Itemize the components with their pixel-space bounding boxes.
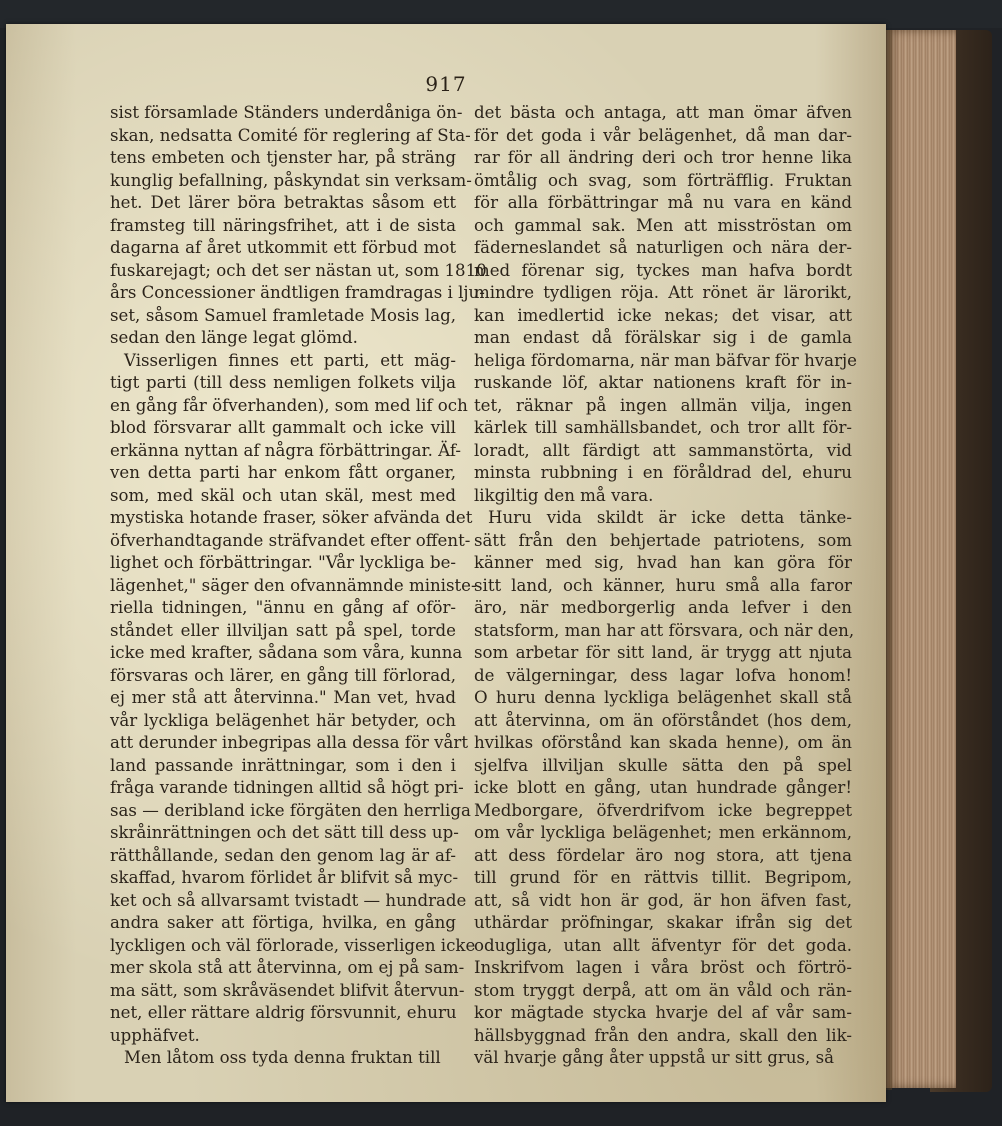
- text-line: het. Det lärer böra betraktas såsom ett: [110, 193, 456, 212]
- text-line: ket och så allvarsamt tvistadt — hundrade: [110, 890, 467, 910]
- text-line: andra saker att förtiga, hvilka, en gång: [110, 913, 456, 932]
- text-line: tigt parti (till dess nemligen folkets vilja: [110, 373, 456, 392]
- text-line: blod försvarar allt gammalt och icke vill: [110, 418, 456, 437]
- text-line: Huru vida skildt är icke detta tänke-: [488, 508, 852, 527]
- text-line: skan, nedsatta Comité för reglering af Sta-: [110, 125, 471, 145]
- text-line: ömtålig och svag, som förträfflig. Fruktan: [474, 170, 852, 190]
- text-line: odugliga, utan allt äfventyr för det goda.: [474, 935, 852, 955]
- text-line: hällsbyggnad från den andra, skall den lik-: [474, 1025, 852, 1045]
- text-line: att återvinna, om än oförståndet (hos dem,: [474, 710, 852, 730]
- text-line: lighet och förbättringar. "Vår lyckliga be-: [110, 553, 456, 572]
- text-line: dagarna af året utkommit ett förbud mot: [110, 238, 456, 257]
- text-line: erkänna nyttan af några förbättringar. Äf-: [110, 440, 461, 460]
- text-line: sitt land, och känner, huru små alla faror: [474, 575, 852, 595]
- text-line: riella tidningen, "ännu en gång af oför-: [110, 598, 456, 617]
- right-text-column: [474, 102, 857, 1070]
- text-line: mer skola stå att återvinna, om ej på sam-: [110, 958, 465, 977]
- text-line: mindre tydligen röja. Att rönet är lärorikt,: [474, 283, 852, 302]
- text-line: kärlek till samhällsbandet, och tror allt för-: [474, 418, 852, 437]
- text-line: sedan den länge legat glömd.: [110, 328, 358, 347]
- book-page: [6, 24, 886, 1102]
- text-line: heliga fördomarna, när man bäfvar för hvarje: [474, 350, 857, 370]
- page-stack-edge: [886, 30, 956, 1088]
- text-line: fäderneslandet så naturligen och nära der-: [474, 238, 852, 257]
- text-line: att dess fördelar äro nog stora, att tjena: [474, 845, 852, 865]
- text-line: en gång får öfverhanden), som med lif och: [110, 395, 468, 415]
- text-line: försvaras och lärer, en gång till förlorad,: [110, 665, 456, 685]
- text-line: de välgerningar, dess lagar lofva honom!: [474, 665, 852, 685]
- text-line: rar för all ändring deri och tror henne lika: [474, 148, 852, 167]
- text-line: tet, räknar på ingen allmän vilja, ingen: [474, 395, 852, 415]
- text-line: Visserligen finnes ett parti, ett mäg-: [124, 350, 456, 370]
- text-line: O huru denna lyckliga belägenhet skall stå: [474, 688, 852, 707]
- text-line: som arbetar för sitt land, är trygg att njuta: [474, 643, 852, 662]
- text-line: Men låtom oss tyda denna fruktan till: [124, 1048, 441, 1067]
- text-line: stom tryggt derpå, att om än våld och rän-: [474, 980, 852, 1000]
- text-line: icke blott en gång, utan hundrade gånger!: [474, 778, 852, 797]
- text-line: framsteg till näringsfrihet, att i de sista: [110, 215, 456, 235]
- text-line: skaffad, hvarom förlidet år blifvit så myc-: [110, 868, 459, 887]
- text-line: statsform, man har att försvara, och när den,: [474, 620, 855, 640]
- text-line: lägenhet," säger den ofvannämnde ministe-: [110, 575, 477, 595]
- text-line: upphäfvet.: [110, 1025, 200, 1045]
- text-line: hvilkas oförstånd kan skada henne), om än: [474, 733, 852, 752]
- text-line: skråinrättningen och det sätt till dess up-: [110, 823, 459, 842]
- text-line: land passande inrättningar, som i den i: [110, 755, 456, 775]
- text-line: kunglig befallning, påskyndat sin verksam-: [110, 170, 472, 190]
- text-line: äro, när medborgerlig anda lefver i den: [474, 598, 852, 617]
- text-line: att, så vidt hon är god, är hon äfven fast,: [474, 890, 852, 910]
- text-line: som, med skäl och utan skäl, mest med: [110, 485, 456, 505]
- text-line: sist församlade Ständers underdåniga ön-: [110, 103, 463, 122]
- text-line: ståndet eller illviljan satt på spel, torde: [110, 620, 456, 640]
- text-line: att derunder inbegripas alla dessa för vårt: [110, 733, 469, 752]
- text-line: ruskande löf, aktar nationens kraft för in-: [474, 373, 852, 392]
- text-line: tens embeten och tjenster har, på sträng: [110, 148, 456, 167]
- text-line: loradt, allt färdigt att sammanstörta, vid: [474, 440, 852, 460]
- text-line: sjelfva illviljan skulle sätta den på spel: [474, 755, 852, 775]
- text-line: sätt från den behjertade patriotens, som: [474, 530, 852, 550]
- text-line: rätthållande, sedan den genom lag är af-: [110, 845, 456, 865]
- text-line: känner med sig, hvad han kan göra för: [474, 553, 852, 572]
- text-line: för det goda i vår belägenhet, då man dar-: [474, 125, 852, 145]
- text-line: kor mägtade stycka hvarje del af vår sam-: [474, 1003, 852, 1022]
- text-line: ej mer stå att återvinna." Man vet, hvad: [110, 688, 456, 707]
- text-line: om vår lyckliga belägenhet; men erkännom,: [474, 823, 852, 842]
- text-line: väl hvarje gång åter uppstå ur sitt grus, så: [474, 1048, 834, 1067]
- text-line: för alla förbättringar må nu vara en känd: [474, 193, 852, 212]
- text-line: öfverhandtagande sträfvandet efter offent-: [110, 530, 471, 550]
- text-line: fråga varande tidningen alltid så högt pri-: [110, 778, 464, 797]
- text-line: uthärdar pröfningar, skakar ifrån sig det: [474, 913, 852, 932]
- text-line: mystiska hotande fraser, söker afvända det: [110, 508, 473, 527]
- text-line: Medborgare, öfverdrifvom icke begreppet: [474, 800, 852, 820]
- text-line: man endast då förälskar sig i de gamla: [474, 328, 852, 347]
- text-line: net, eller rättare aldrig försvunnit, ehuru: [110, 1003, 457, 1022]
- text-line: set, såsom Samuel framletade Mosis lag,: [110, 305, 456, 325]
- text-line: minsta rubbning i en föråldrad del, ehuru: [474, 463, 852, 482]
- text-line: likgiltig den må vara.: [474, 485, 654, 505]
- text-line: ven detta parti har enkom fått organer,: [110, 463, 456, 482]
- text-line: och gammal sak. Men att misströstan om: [474, 215, 852, 235]
- text-line: års Concessioner ändtligen framdragas i lju-: [110, 283, 485, 302]
- text-line: icke med krafter, sådana som våra, kunna: [110, 643, 463, 662]
- text-line: vår lyckliga belägenhet här betyder, och: [110, 710, 456, 730]
- text-line: kan imedlertid icke nekas; det visar, att: [474, 305, 852, 325]
- left-text-column: [110, 102, 487, 1070]
- text-line: med förenar sig, tyckes man hafva bordt: [474, 260, 852, 280]
- text-line: fuskarejagt; och det ser nästan ut, som 1810: [110, 260, 487, 280]
- text-line: Inskrifvom lagen i våra bröst och förtrö-: [474, 958, 852, 977]
- text-line: ma sätt, som skråväsendet blifvit återvun-: [110, 980, 465, 1000]
- text-line: lyckligen och väl förlorade, visserligen icke: [110, 935, 476, 955]
- text-line: sas — deribland icke förgäten den herrliga: [110, 800, 471, 820]
- text-line: till grund för en rättvis tillit. Begripom,: [474, 868, 852, 887]
- text-line: det bästa och antaga, att man ömar äfven: [474, 103, 852, 122]
- page-number: 917: [425, 72, 467, 96]
